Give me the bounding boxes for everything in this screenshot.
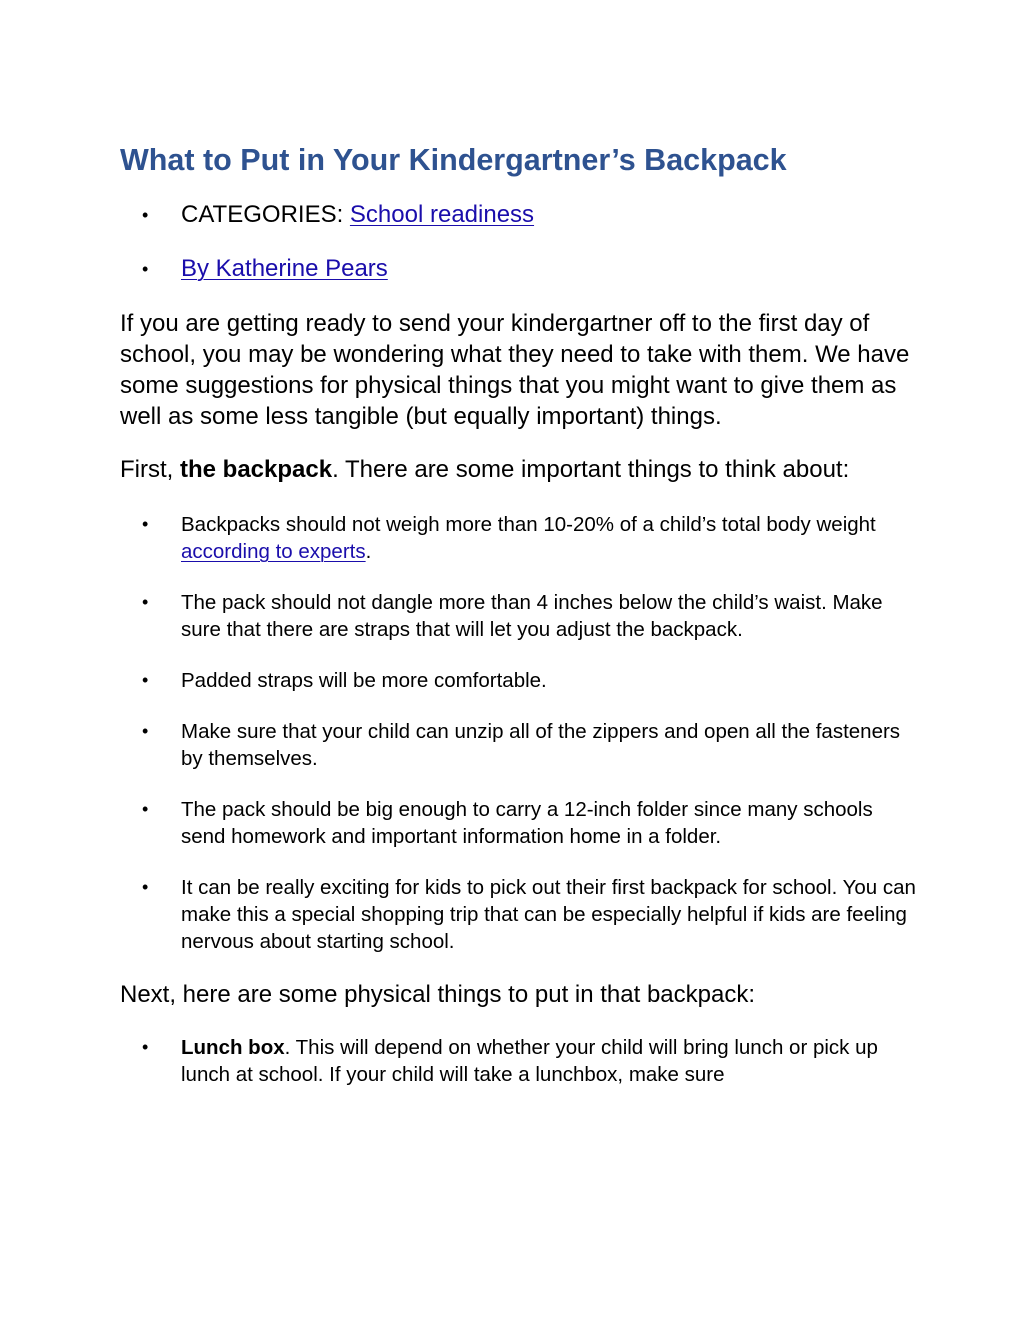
bullet-icon: • xyxy=(142,205,149,225)
bullet-icon: • xyxy=(142,670,149,690)
meta-list xyxy=(120,200,920,284)
list-item xyxy=(120,589,920,643)
tip-text: The pack should be big enough to carry a 12-inch folder since many schools send homework and important information home in a folder. xyxy=(181,798,873,848)
next-paragraph: Next, here are some physical things to put in that backpack: xyxy=(120,981,756,1008)
bullet-icon: • xyxy=(142,1037,149,1057)
bullet-icon: • xyxy=(142,259,149,279)
article xyxy=(120,138,920,1088)
tip-text: Backpacks should not weigh more than 10-20% of a child’s total body weight xyxy=(181,513,876,536)
author-link[interactable]: By Katherine Pears xyxy=(181,255,388,282)
first-paragraph xyxy=(120,454,920,485)
bullet-icon: • xyxy=(142,721,149,741)
first-bold: the backpack xyxy=(180,456,333,483)
first-suffix: . There are some important things to think about: xyxy=(332,456,850,483)
categories-item xyxy=(120,200,920,230)
tip-text: Padded straps will be more comfortable. xyxy=(181,669,547,692)
tip-suffix: . xyxy=(365,540,372,563)
bullet-icon: • xyxy=(142,514,149,534)
first-prefix: First, xyxy=(120,456,180,483)
lunch-bold: Lunch box xyxy=(181,1036,285,1059)
bullet-icon: • xyxy=(142,877,149,897)
page-title: What to Put in Your Kindergartner’s Backpack xyxy=(120,143,787,177)
list-item xyxy=(120,796,920,850)
tip-text: Make sure that your child can unzip all of the zippers and open all the fasteners by themselves. xyxy=(181,720,901,770)
experts-link[interactable]: according to experts xyxy=(181,540,366,563)
bullet-icon: • xyxy=(142,799,149,819)
tip-text: It can be really exciting for kids to pick out their first backpack for school. You can make this a special shopping trip that can be especially helpful if kids are feeling nervous about starting school. xyxy=(181,876,916,953)
categories-label: CATEGORIES: xyxy=(181,201,350,228)
list-item xyxy=(120,874,920,955)
lunch-text: . This will depend on whether your child will bring lunch or pick up lunch at school. If your child will take a lunchbox, make sure xyxy=(181,1036,878,1086)
list-item xyxy=(120,667,920,694)
bullet-icon: • xyxy=(142,592,149,612)
physical-items-list xyxy=(120,1034,920,1088)
category-link[interactable]: School readiness xyxy=(349,201,535,228)
tip-text: The pack should not dangle more than 4 inches below the child’s waist. Make sure that there are straps that will let you adjust the backpack. xyxy=(181,591,883,641)
author-item xyxy=(120,254,920,284)
list-item xyxy=(120,511,920,565)
list-item xyxy=(120,718,920,772)
backpack-tips-list xyxy=(120,511,920,955)
intro-paragraph: If you are getting ready to send your kindergartner off to the first day of school, you may be wondering what they need to take with them. We have some suggestions for physical things that you might want to give them as well as some less tangible (but equally important) things. xyxy=(120,310,910,430)
list-item xyxy=(120,1034,920,1088)
